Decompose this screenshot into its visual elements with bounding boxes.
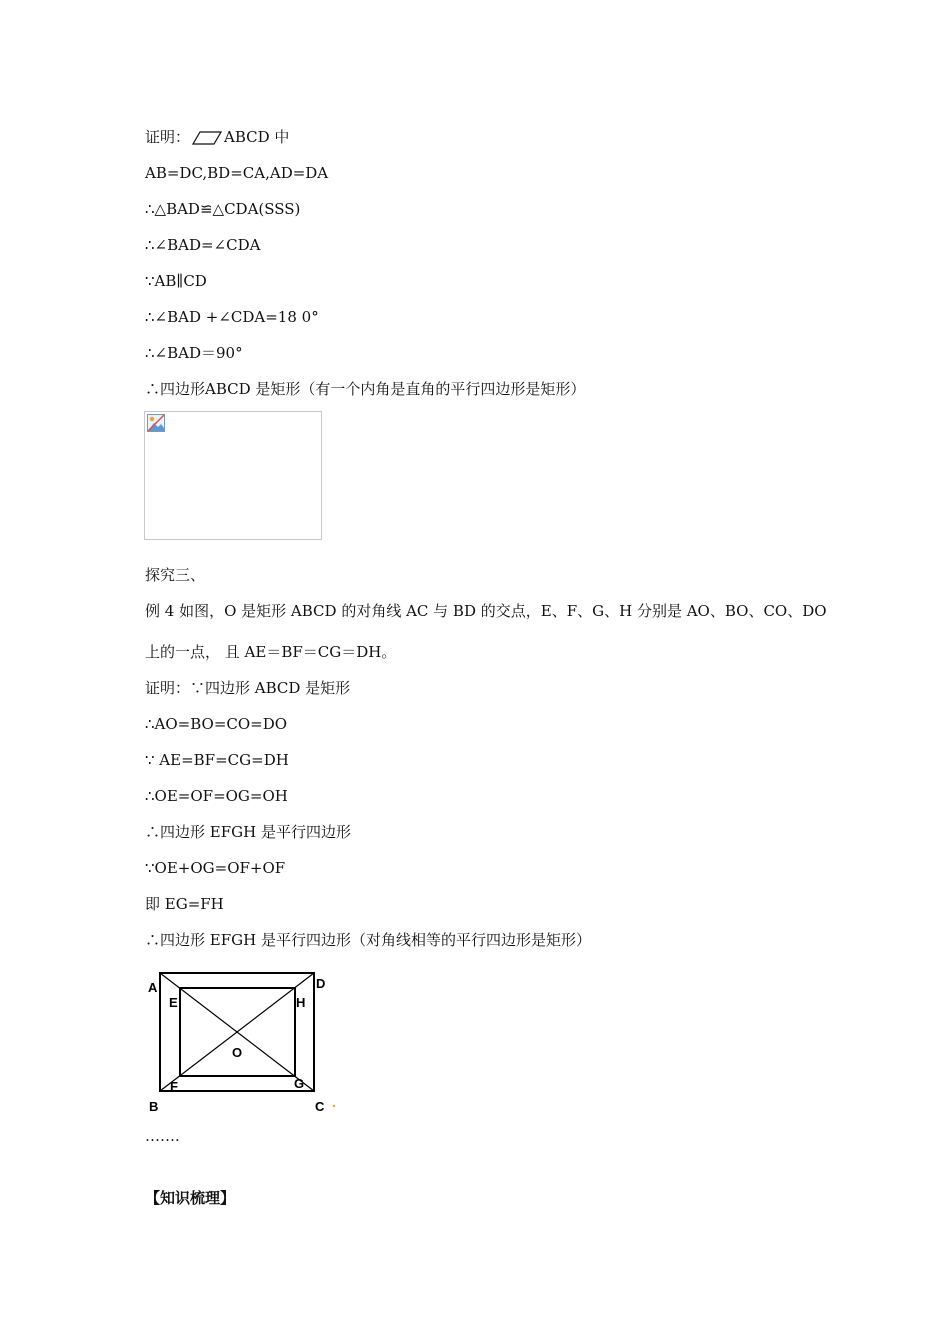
proof1-line-1 xyxy=(145,127,289,147)
proof2-line-2: ∴AO=BO=CO=DO xyxy=(145,715,288,733)
proof1-line-4: ∴∠BAD=∠CDA xyxy=(145,236,261,254)
proof2-line-1: 证明：∵四边形 ABCD 是矩形 xyxy=(145,679,351,697)
label-d: D xyxy=(316,976,326,991)
label-f: F xyxy=(170,1079,178,1094)
parallelogram-icon xyxy=(192,131,222,145)
example-line-2: 上的一点， 且 AE＝BF＝CG＝DH。 xyxy=(145,643,397,661)
label-e: E xyxy=(169,995,178,1010)
knowledge-heading: 【知识梳理】 xyxy=(145,1189,236,1207)
proof1-line-8: ∴四边形ABCD 是矩形（有一个内角是直角的平行四边形是矩形） xyxy=(145,380,586,398)
label-g: G xyxy=(294,1076,305,1091)
label-o: O xyxy=(232,1045,243,1060)
proof2-line-6: ∵OE+OG=OF+OF xyxy=(145,859,286,877)
proof2-line-3: ∵ AE=BF=CG=DH xyxy=(145,751,289,769)
label-c: C xyxy=(315,1099,325,1114)
proof2-line-4: ∴OE=OF=OG=OH xyxy=(145,787,288,805)
proof1-line-3: ∴△BAD≌△CDA(SSS) xyxy=(145,200,301,218)
proof1-line-6: ∴∠BAD +∠CDA=18 0° xyxy=(145,308,319,326)
ellipsis: ……. xyxy=(145,1127,180,1145)
example-line-1: 例 4 如图，O 是矩形 ABCD 的对角线 AC 与 BD 的交点，E、F、G、H 分别是 AO、BO、CO、DO xyxy=(145,602,827,620)
image-placeholder xyxy=(144,411,322,540)
proof1-line-5: ∵AB∥CD xyxy=(145,272,207,290)
label-b: B xyxy=(149,1099,159,1114)
proof-label: 证明： xyxy=(145,128,191,146)
proof2-line-8: ∴四边形 EFGH 是平行四边形（对角线相等的平行四边形是矩形） xyxy=(145,931,591,949)
proof-subject: ABCD 中 xyxy=(224,128,290,146)
proof2-line-7: 即 EG=FH xyxy=(145,895,224,913)
proof1-line-2: AB=DC,BD=CA,AD=DA xyxy=(145,164,329,182)
label-h: H xyxy=(296,995,306,1010)
broken-image-icon xyxy=(147,414,165,432)
rectangle-diagram xyxy=(140,965,350,1125)
section-title: 探究三、 xyxy=(145,566,206,584)
proof2-line-5: ∴四边形 EFGH 是平行四边形 xyxy=(145,823,351,841)
proof1-line-7: ∴∠BAD＝90° xyxy=(145,344,243,362)
small-dot-marker xyxy=(333,1105,335,1107)
label-a: A xyxy=(148,980,158,995)
